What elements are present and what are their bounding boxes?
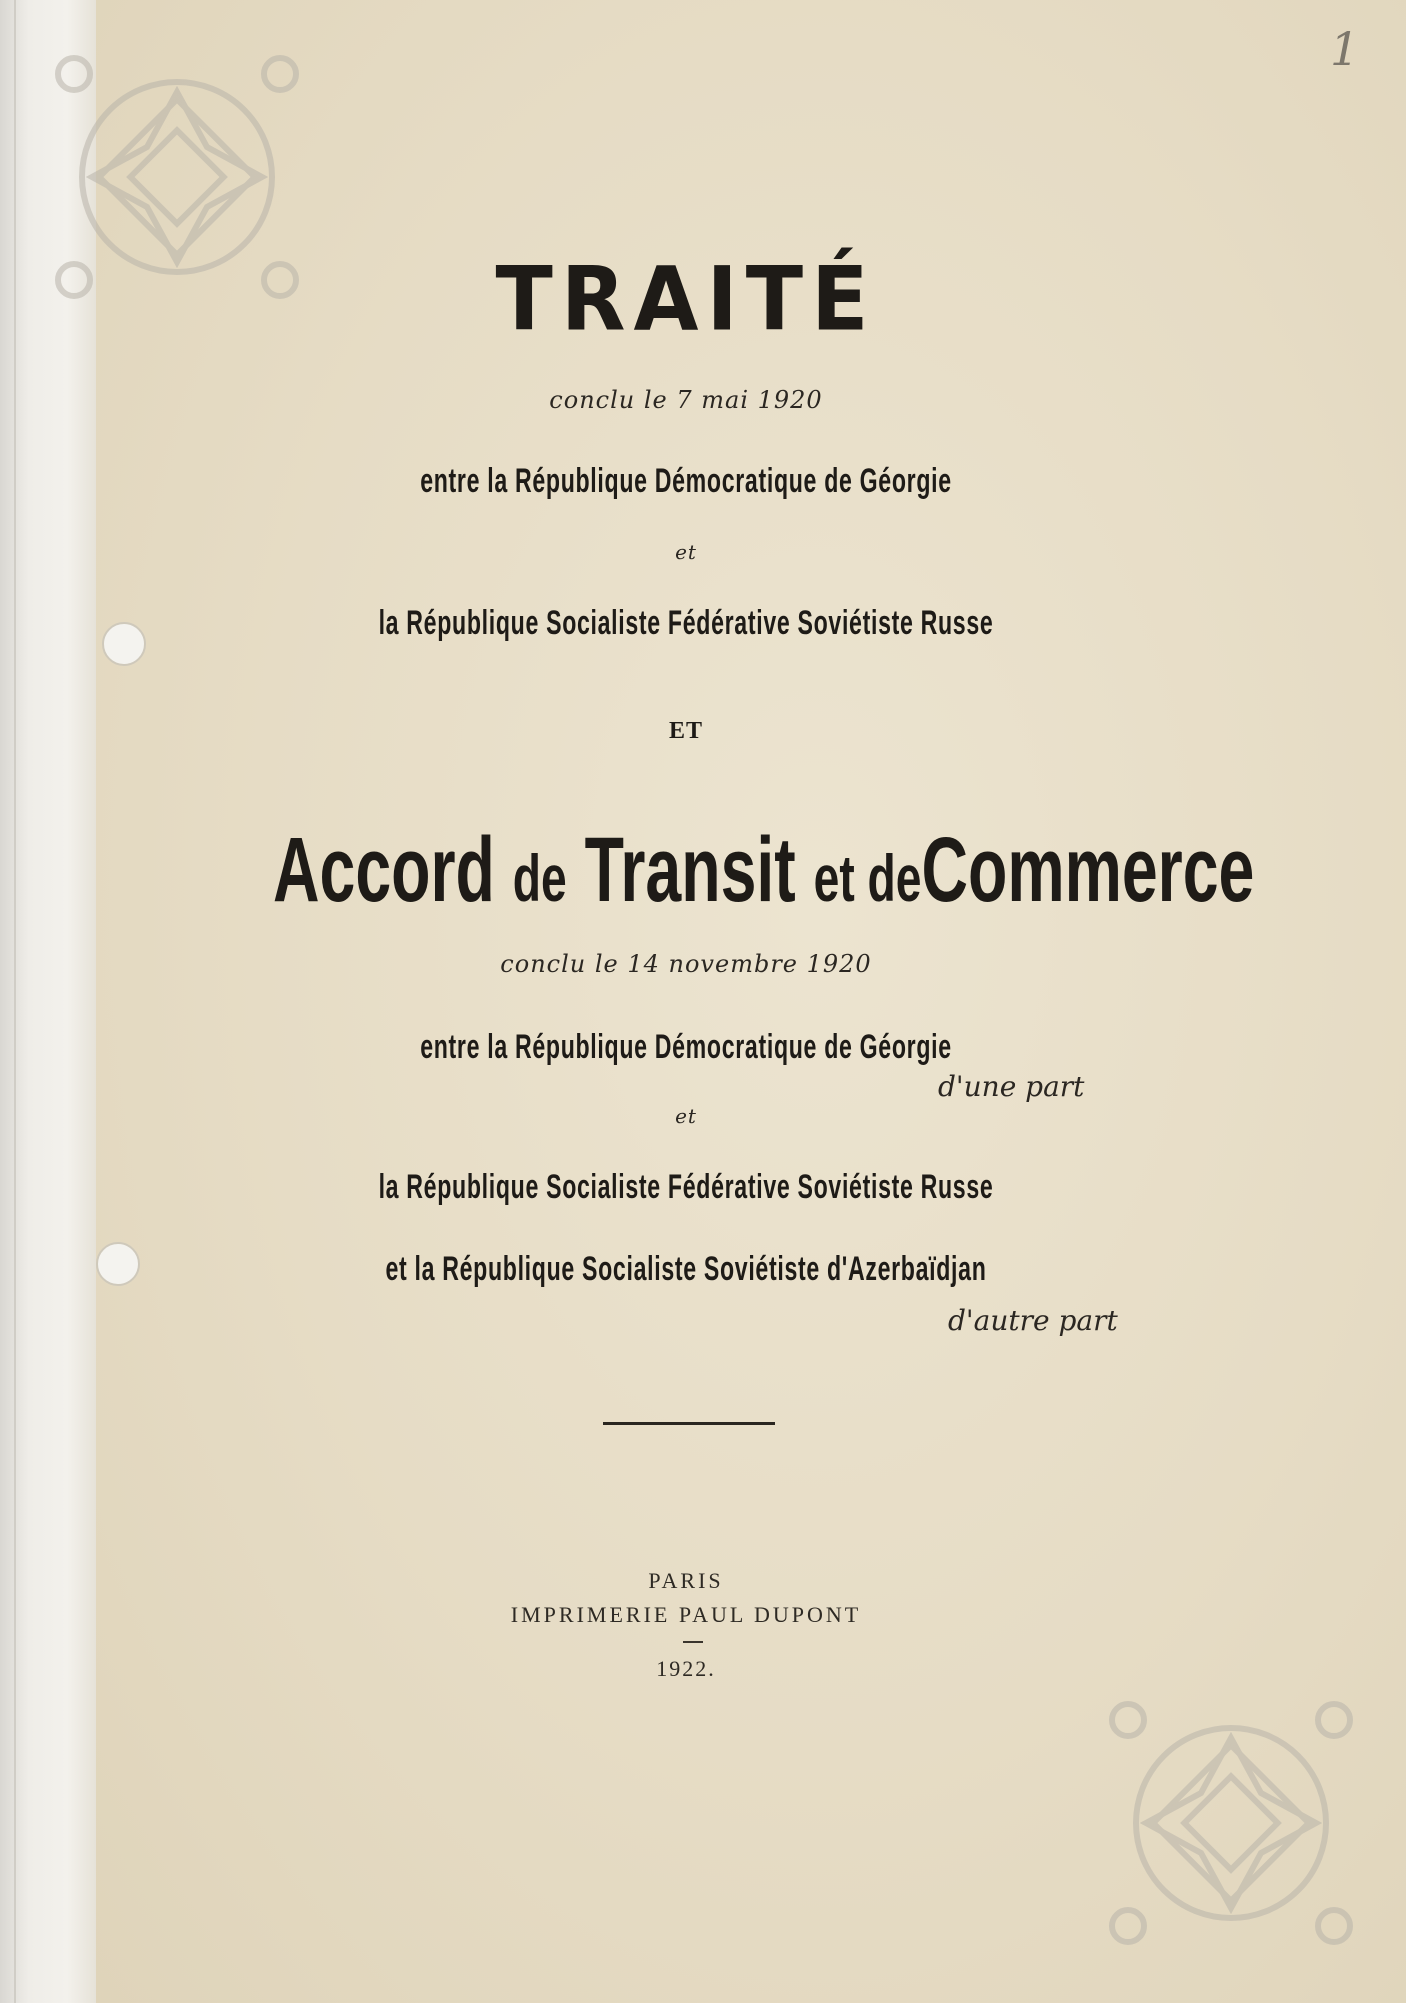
accord-party-b-line2: et la République Socialiste Soviétiste d'Azerbaïdjan (385, 1250, 987, 1288)
accord-conjunction: et (675, 1104, 697, 1128)
section-joiner: ET (668, 718, 703, 744)
treaty-party-b: la République Socialiste Fédérative Soviétiste Russe (378, 604, 994, 642)
accord-party-b-note: d'autre part (948, 1304, 1118, 1337)
punch-hole-top (102, 622, 146, 666)
binding-edge (14, 0, 16, 2003)
imprint-printer: IMPRIMERIE PAUL DUPONT (510, 1602, 862, 1627)
accord-title-word-transit: Transit (584, 819, 796, 921)
punch-hole-bottom (96, 1242, 140, 1286)
accord-title-etde: et de (813, 841, 922, 915)
page-number: 1 (1330, 22, 1360, 76)
accord-title-word-commerce: Commerce (921, 819, 1255, 921)
accord-title (273, 818, 1255, 923)
accord-date: conclu le 14 novembre 1920 (500, 950, 872, 978)
treaty-date: conclu le 7 mai 1920 (549, 386, 823, 414)
imprint-year: 1922. (656, 1656, 716, 1681)
accord-title-de: de (512, 841, 567, 915)
treaty-conjunction: et (675, 540, 697, 564)
accord-party-a-note: d'une part (938, 1070, 1085, 1103)
imprint-city: PARIS (648, 1568, 724, 1593)
accord-title-word-accord: Accord (273, 819, 495, 921)
divider-rule (603, 1422, 775, 1425)
accord-party-b-line1: la République Socialiste Fédérative Soviétiste Russe (378, 1168, 994, 1206)
watermark-ornament-icon (1106, 1698, 1356, 1948)
treaty-title: TRAITÉ (495, 247, 877, 351)
imprint-dash (683, 1641, 703, 1643)
accord-party-a: entre la République Démocratique de Géorgie (420, 1028, 952, 1066)
treaty-party-a: entre la République Démocratique de Géorgie (420, 462, 952, 500)
